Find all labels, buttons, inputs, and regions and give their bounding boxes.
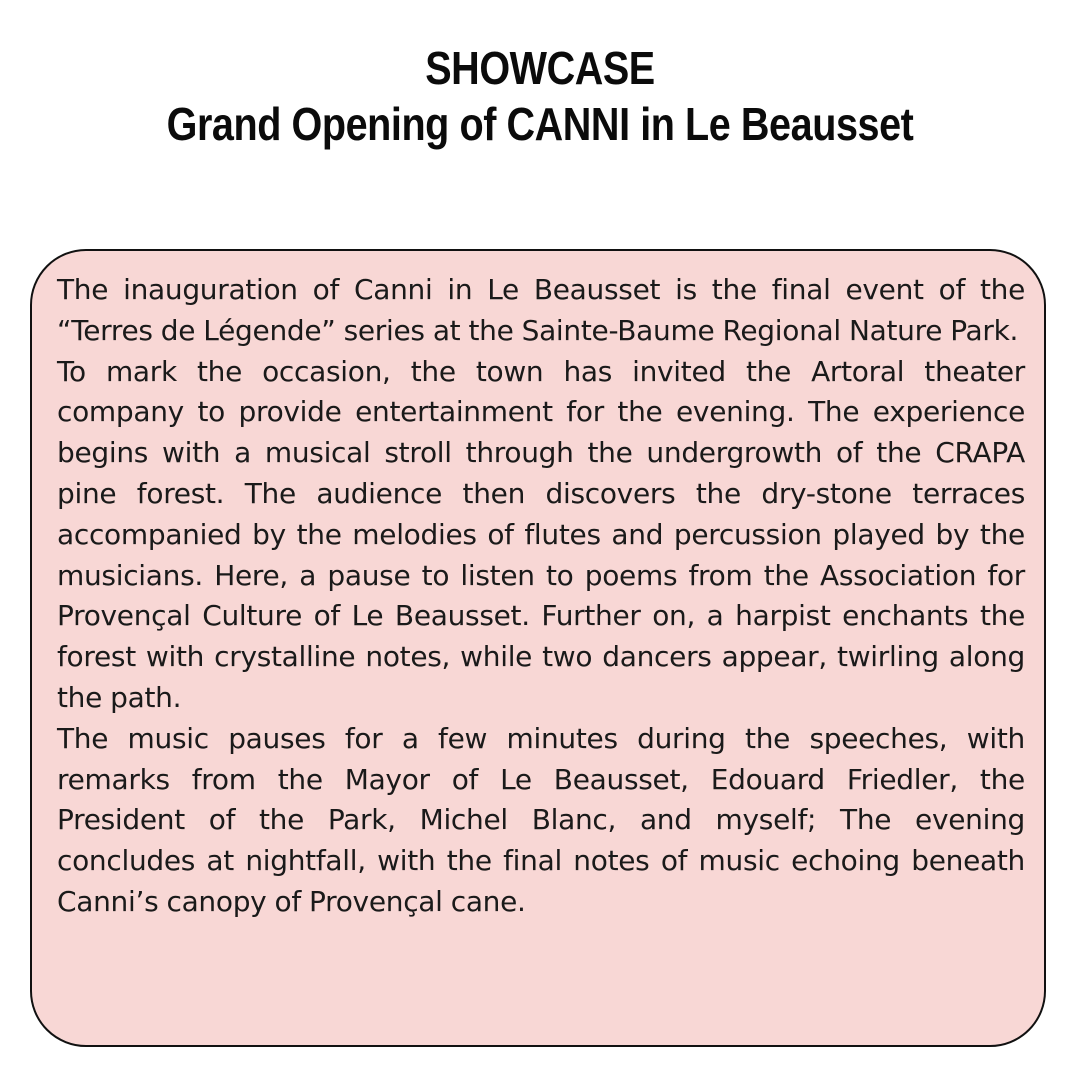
page-title: Grand Opening of CANNI in Le Beausset [166,98,914,150]
article-card [30,249,1046,1047]
article-paragraph-2: To mark the occasion, the town has invited the Artoral theater company to provide entertainment for the evening. The experience begins with a musical stroll through the undergrowth of the CRAPA pine forest. The audience then discovers the dry-stone terraces accompanied by the melodies of flutes and percussion played by the musicians. Here, a pause to listen to poems from the Association for Provençal Culture of Le Beausset. Further on, a harpist enchants the forest with crystalline notes, while two dancers appear, twirling along the path. [57,354,1025,714]
page-header [0,40,1080,152]
article-paragraph-3: The music pauses for a few minutes during the speeches, with remarks from the Mayor of Le Beausset, Edouard Friedler, the President of the Park, Michel Blanc, and myself; The evening concludes at nightfall, with the final notes of music echoing beneath Canni’s canopy of Provençal cane. [57,721,1025,918]
article-body [57,270,1025,923]
header-kicker: SHOWCASE [425,42,655,94]
article-paragraph-1: The inauguration of Canni in Le Beausset is the final event of the “Terres de Légende” series at the Sainte-Baume Regional Nature Park. [57,273,1025,347]
